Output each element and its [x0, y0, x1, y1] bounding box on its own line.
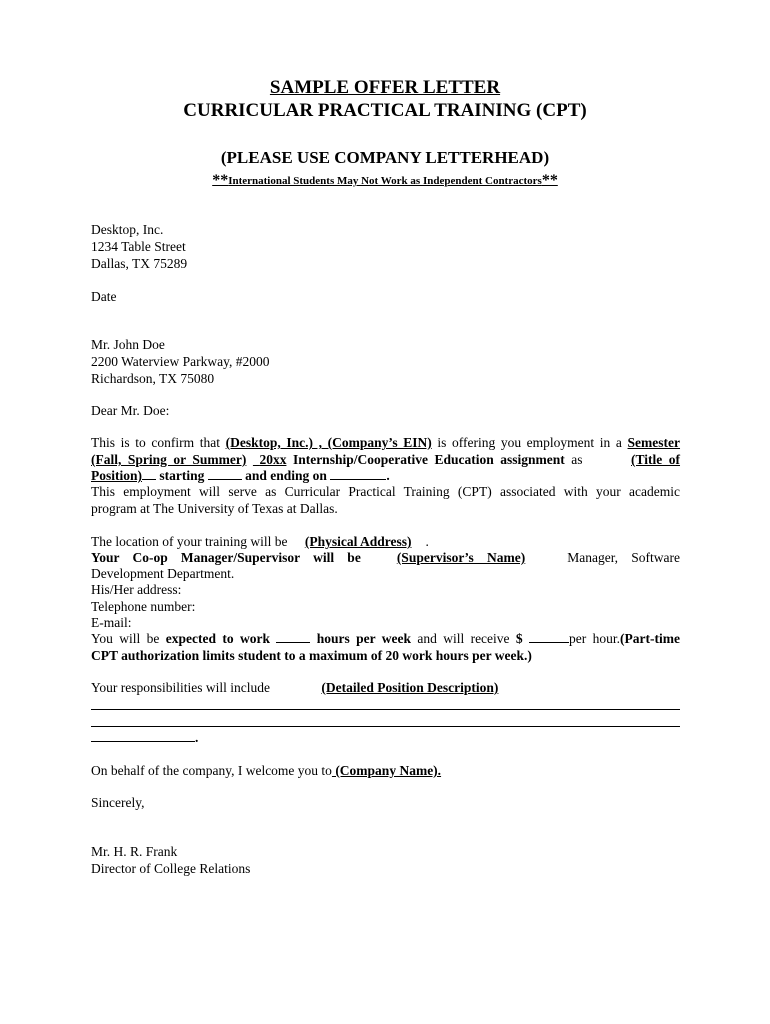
recipient-name: Mr. John Doe — [91, 337, 165, 352]
welcome-line: On behalf of the company, I welcome you to (Company Name). — [91, 763, 442, 778]
para1-line2: (Fall, Spring or Summer) 20xx Internship/Cooperative Education assignment as (Title of — [91, 452, 681, 467]
sender-company: Desktop, Inc. — [91, 222, 164, 237]
stars-left: ** — [212, 172, 229, 189]
signer-name: Mr. H. R. Frank — [91, 844, 178, 859]
letterhead-note: (PLEASE USE COMPANY LETTERHEAD) — [220, 148, 550, 167]
title-field: (Title of — [631, 452, 681, 467]
signer-title: Director of College Relations — [91, 861, 251, 876]
responsibilities-line: Your responsibilities will include (Detailed Position Description) — [91, 680, 650, 696]
date-label: Date — [91, 289, 117, 304]
email-label: E-mail: — [91, 615, 132, 630]
document-subtitle: CURRICULAR PRACTICAL TRAINING (CPT) — [183, 100, 587, 121]
closing: Sincerely, — [91, 795, 145, 810]
hours-blank — [276, 631, 310, 643]
position-description-field: (Detailed Position Description) — [321, 680, 499, 695]
cpt-limit-line: CPT authorization limits student to a maximum of 20 work hours per week.) — [91, 648, 532, 663]
para1-line5: program at The University of Texas at Dallas. — [91, 501, 338, 516]
responsibility-rule-3: . — [91, 728, 198, 746]
supervisor-field: (Supervisor’s Name) — [396, 550, 526, 565]
term-field: (Fall, Spring or Summer) — [91, 452, 247, 467]
department-line: Development Department. — [91, 566, 235, 581]
end-date-blank — [330, 468, 386, 480]
company-ein-field: (Desktop, Inc.) , (Company’s EIN) — [225, 435, 432, 450]
warning-text: International Students May Not Work as Independent Contractors — [228, 175, 542, 187]
physical-address-field: (Physical Address) — [304, 534, 412, 549]
responsibility-rule-2 — [91, 726, 680, 727]
year-field: 20xx — [259, 452, 287, 467]
phone-label: Telephone number: — [91, 599, 196, 614]
recipient-street: 2200 Waterview Parkway, #2000 — [91, 354, 270, 369]
start-date-blank — [208, 468, 242, 480]
position-field: Position) — [91, 468, 143, 483]
manager-line: Your Co-op Manager/Supervisor will be (Supervisor’s Name) Manager, Software — [91, 550, 680, 565]
document-title: SAMPLE OFFER LETTER — [269, 77, 501, 98]
para1-line3: Position) starting and ending on . — [91, 468, 390, 483]
location-line: The location of your training will be (Physical Address) . — [91, 534, 429, 549]
contractor-warning — [0, 171, 770, 189]
responsibility-rule-1 — [91, 709, 680, 710]
para1-line1: This is to confirm that (Desktop, Inc.) , (Company’s EIN) is offering you employment in a Semester — [91, 435, 681, 450]
company-name-field: (Company Name). — [331, 763, 442, 778]
para1-line4: This employment will serve as Curricular Practical Training (CPT) associated with your academic — [91, 484, 680, 499]
semester-field: Semester — [627, 435, 681, 450]
sender-city: Dallas, TX 75289 — [91, 256, 188, 271]
hours-line: You will be expected to work hours per week and will receive $ per hour.(Part-time — [91, 631, 680, 646]
sender-street: 1234 Table Street — [91, 239, 186, 254]
salutation: Dear Mr. Doe: — [91, 403, 170, 418]
recipient-city: Richardson, TX 75080 — [91, 371, 215, 386]
pay-blank — [529, 631, 569, 643]
address-label: His/Her address: — [91, 582, 182, 597]
stars-right: ** — [541, 172, 558, 189]
